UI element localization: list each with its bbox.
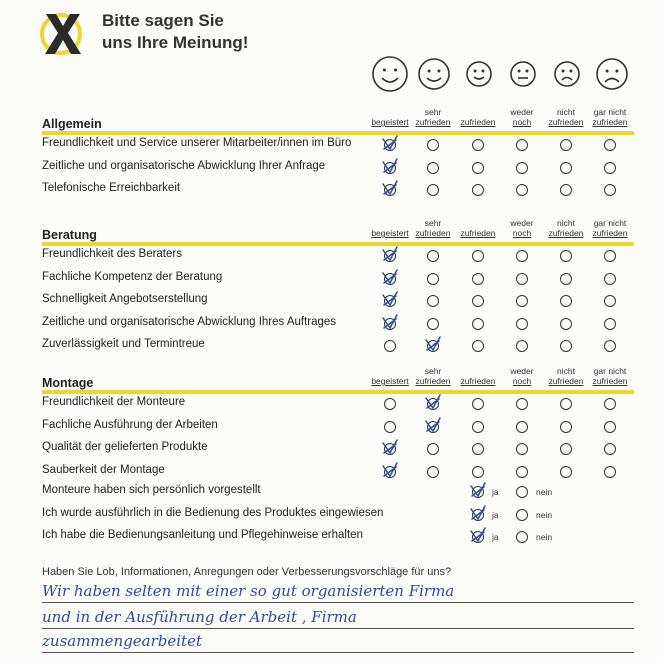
rating-radio[interactable]	[604, 250, 616, 262]
check-mark-icon	[424, 336, 442, 354]
check-mark-icon	[381, 462, 399, 480]
column-header-top	[368, 107, 412, 117]
column-header-bottom: zufrieden	[592, 228, 628, 238]
rating-radio[interactable]	[427, 250, 439, 262]
column-header-bottom: zufrieden	[548, 117, 584, 127]
column-header-top: nicht	[557, 366, 575, 376]
column-header-bottom: noch	[512, 376, 532, 386]
rating-radio[interactable]	[604, 184, 616, 196]
check-mark-icon	[381, 246, 399, 264]
logo-cross-icon	[38, 8, 88, 58]
rating-radio[interactable]	[516, 250, 528, 262]
check-mark-icon	[469, 505, 487, 523]
check-mark-icon	[381, 439, 399, 457]
check-mark-icon	[469, 482, 487, 500]
section-title: Allgemein	[42, 117, 102, 131]
rating-radio[interactable]	[384, 340, 396, 352]
check-mark-icon	[381, 269, 399, 287]
writing-line	[42, 652, 634, 653]
column-header	[368, 107, 412, 127]
column-header-top	[456, 218, 500, 228]
check-mark-icon	[381, 291, 399, 309]
face-very-unhappy-icon	[595, 57, 629, 91]
rating-radio[interactable]	[560, 443, 572, 455]
column-header	[588, 107, 632, 127]
handwritten-comment: zusammengearbeitet	[42, 632, 202, 650]
column-header	[456, 218, 500, 238]
rating-radio[interactable]	[472, 398, 484, 410]
question-label: Fachliche Ausführung der Arbeiten	[42, 418, 218, 431]
column-header-top: nicht	[557, 107, 575, 117]
rating-radio[interactable]	[560, 139, 572, 151]
face-smile-icon	[465, 60, 493, 88]
writing-line	[42, 628, 634, 629]
rating-radio[interactable]	[384, 421, 396, 433]
column-header	[588, 366, 632, 386]
rating-radio[interactable]	[516, 340, 528, 352]
no-radio[interactable]	[516, 486, 528, 498]
column-header-top: nicht	[557, 218, 575, 228]
question-label: Ich wurde ausführlich in die Bedienung des Produktes eingewiesen	[42, 506, 384, 519]
column-header	[411, 366, 455, 386]
column-header-bottom: zufrieden	[548, 228, 584, 238]
question-label: Ich habe die Bedienungsanleitung und Pflegehinweise erhalten	[42, 529, 363, 541]
handwritten-comment: und in der Ausführung der Arbeit , Firma	[42, 608, 357, 626]
check-mark-icon	[381, 314, 399, 332]
column-header-bottom: zufrieden	[415, 228, 451, 238]
check-mark-icon	[381, 158, 399, 176]
column-header-bottom: begeistert	[371, 376, 409, 386]
rating-radio[interactable]	[472, 139, 484, 151]
rating-radio[interactable]	[427, 273, 439, 285]
rating-radio[interactable]	[516, 184, 528, 196]
column-header	[411, 107, 455, 127]
column-header-top: weder	[510, 107, 534, 117]
column-header-top	[368, 366, 412, 376]
question-label: Freundlichkeit des Beraters	[42, 248, 182, 260]
column-header-bottom: noch	[512, 117, 532, 127]
rating-radio[interactable]	[604, 295, 616, 307]
yes-label: ja	[492, 509, 499, 520]
no-radio[interactable]	[516, 531, 528, 543]
column-header	[456, 107, 500, 127]
rating-radio[interactable]	[516, 421, 528, 433]
rating-radio[interactable]	[384, 398, 396, 410]
column-header-bottom: zufrieden	[592, 376, 628, 386]
column-header-top: gar nicht	[593, 366, 627, 376]
column-header-top	[456, 107, 500, 117]
column-header-top: gar nicht	[593, 107, 627, 117]
comment-question: Haben Sie Lob, Informationen, Anregungen oder Verbesserungsvorschläge für uns?	[42, 566, 452, 578]
column-header-bottom: begeistert	[371, 228, 409, 238]
column-header	[500, 218, 544, 238]
column-header-bottom: zufrieden	[548, 376, 584, 386]
question-label: Zeitliche und organisatorische Abwicklung Ihres Auftrages	[42, 315, 337, 328]
handwritten-comment: Wir haben selten mit einer so gut organisierten Firma	[42, 582, 455, 600]
rating-radio[interactable]	[516, 398, 528, 410]
rating-radio[interactable]	[604, 318, 616, 330]
rating-radio[interactable]	[604, 340, 616, 352]
column-header	[544, 107, 588, 127]
section-title: Beratung	[42, 228, 97, 242]
column-header	[544, 218, 588, 238]
column-header	[368, 366, 412, 386]
rating-radio[interactable]	[472, 295, 484, 307]
column-header-top	[368, 218, 412, 228]
rating-radio[interactable]	[516, 318, 528, 330]
no-label: nein	[536, 487, 553, 497]
face-unhappy-icon	[553, 60, 581, 88]
rating-radio[interactable]	[516, 139, 528, 151]
column-header	[456, 366, 500, 386]
rating-radio[interactable]	[560, 162, 572, 174]
column-header-top: sehr	[424, 107, 442, 117]
question-label: Monteure haben sich persönlich vorgestellt	[42, 484, 261, 496]
no-label: nein	[536, 509, 553, 520]
column-header-top	[456, 366, 500, 376]
rating-radio[interactable]	[516, 295, 528, 307]
column-header	[500, 366, 544, 386]
rating-radio[interactable]	[427, 295, 439, 307]
question-label: Fachliche Kompetenz der Beratung	[42, 270, 223, 283]
no-label: nein	[536, 532, 553, 542]
question-label: Qualität der gelieferten Produkte	[42, 441, 208, 453]
rating-radio[interactable]	[516, 466, 528, 478]
question-label: Zeitliche und organisatorische Abwicklung Ihrer Anfrage	[42, 159, 326, 172]
rating-radio[interactable]	[604, 162, 616, 174]
rating-radio[interactable]	[472, 318, 484, 330]
rating-radio[interactable]	[560, 250, 572, 262]
rating-radio[interactable]	[427, 443, 439, 455]
column-header-top: gar nicht	[593, 218, 627, 228]
column-header-bottom: zufrieden	[415, 376, 451, 386]
check-mark-icon	[424, 417, 442, 435]
rating-radio[interactable]	[560, 318, 572, 330]
section-title: Montage	[42, 376, 94, 390]
column-header	[588, 218, 632, 238]
section-divider	[42, 131, 634, 135]
rating-radio[interactable]	[472, 250, 484, 262]
column-header	[368, 218, 412, 238]
question-label: Schnelligkeit Angebotserstellung	[42, 293, 208, 305]
rating-radio[interactable]	[472, 466, 484, 478]
rating-radio[interactable]	[560, 340, 572, 352]
rating-radio[interactable]	[427, 466, 439, 478]
column-header-bottom: zufrieden	[460, 117, 496, 127]
rating-radio[interactable]	[472, 421, 484, 433]
check-mark-icon	[469, 527, 487, 545]
question-label: Sauberkeit der Montage	[42, 463, 165, 476]
heading-line-2: uns Ihre Meinung!	[102, 33, 249, 52]
face-very-happy-icon	[371, 55, 409, 93]
column-header-bottom: begeistert	[371, 117, 409, 127]
rating-radio[interactable]	[560, 398, 572, 410]
rating-radio[interactable]	[516, 273, 528, 285]
rating-radio[interactable]	[604, 466, 616, 478]
question-label: Zuverlässigkeit und Termintreue	[42, 338, 205, 350]
rating-radio[interactable]	[604, 421, 616, 433]
face-happy-icon	[417, 57, 451, 91]
column-header-bottom: zufrieden	[415, 117, 451, 127]
rating-radio[interactable]	[472, 162, 484, 174]
rating-radio[interactable]	[604, 398, 616, 410]
face-neutral-icon	[509, 60, 537, 88]
column-header-bottom: zufrieden	[592, 117, 628, 127]
check-mark-icon	[424, 394, 442, 412]
column-header	[500, 107, 544, 127]
column-header	[411, 218, 455, 238]
yes-label: ja	[492, 532, 499, 542]
check-mark-icon	[381, 135, 399, 153]
rating-radio[interactable]	[560, 184, 572, 196]
rating-radio[interactable]	[560, 273, 572, 285]
rating-radio[interactable]	[472, 340, 484, 352]
column-header	[544, 366, 588, 386]
section-divider	[42, 390, 634, 394]
page-heading	[102, 10, 248, 54]
column-header-top: weder	[510, 218, 534, 228]
column-header-bottom: zufrieden	[460, 376, 496, 386]
column-header-bottom: zufrieden	[460, 228, 496, 238]
rating-radio[interactable]	[472, 184, 484, 196]
column-header-bottom: noch	[512, 228, 532, 238]
rating-radio[interactable]	[604, 139, 616, 151]
rating-radio[interactable]	[472, 443, 484, 455]
column-header-top: sehr	[424, 218, 442, 228]
column-header-top: sehr	[424, 366, 442, 376]
rating-radio[interactable]	[427, 184, 439, 196]
heading-line-1: Bitte sagen Sie	[102, 11, 224, 30]
rating-radio[interactable]	[427, 318, 439, 330]
check-mark-icon	[381, 180, 399, 198]
writing-line	[42, 602, 634, 603]
rating-radio[interactable]	[472, 273, 484, 285]
yes-label: ja	[492, 487, 499, 497]
question-label: Freundlichkeit der Monteure	[42, 396, 186, 408]
question-label: Freundlichkeit und Service unserer Mitarbeiter/innen im Büro	[42, 137, 352, 149]
rating-radio[interactable]	[516, 443, 528, 455]
no-radio[interactable]	[516, 509, 528, 521]
rating-radio[interactable]	[427, 162, 439, 174]
section-divider	[42, 242, 634, 246]
rating-radio[interactable]	[427, 139, 439, 151]
rating-radio[interactable]	[560, 466, 572, 478]
rating-radio[interactable]	[604, 443, 616, 455]
question-label: Telefonische Erreichbarkeit	[42, 182, 181, 194]
column-header-top: weder	[510, 366, 534, 376]
rating-radio[interactable]	[604, 273, 616, 285]
rating-radio[interactable]	[560, 421, 572, 433]
rating-radio[interactable]	[516, 162, 528, 174]
rating-radio[interactable]	[560, 295, 572, 307]
